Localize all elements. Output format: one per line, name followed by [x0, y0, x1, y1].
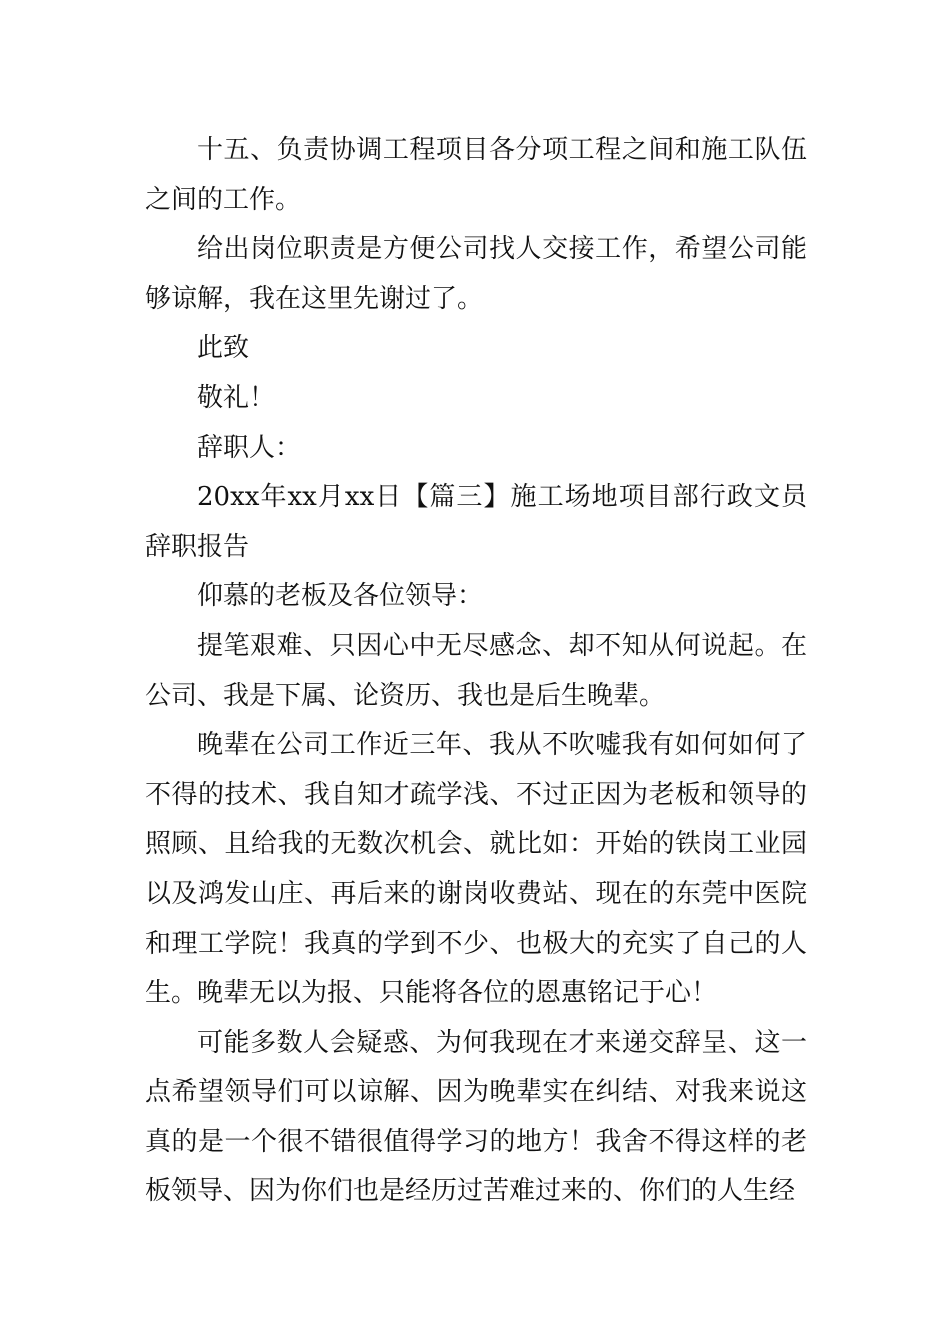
paragraph-opening: 提笔艰难、只因心中无尽感念、却不知从何说起。在公司、我是下属、论资历、我也是后生晚辈。 — [145, 630, 807, 711]
paragraph-signature: 辞职人： — [197, 432, 302, 463]
paragraph-duty-15: 十五、负责协调工程项目各分项工程之间和施工队伍之间的工作。 — [145, 135, 807, 215]
paragraph-date-and-section-title: 20xx年xx月xx日【篇三】施工场地项目部行政文员辞职报告 — [145, 482, 807, 562]
paragraph-closing-jingli: 敬礼！ — [197, 382, 276, 413]
paragraph-handover-note: 给出岗位职责是方便公司找人交接工作，希望公司能够谅解，我在这里先谢过了。 — [145, 234, 807, 314]
paragraph-closing-cizhi: 此致 — [197, 333, 250, 364]
paragraph-salutation: 仰慕的老板及各位领导： — [197, 581, 484, 612]
document-body — [145, 126, 807, 1217]
paragraph-work-history: 晚辈在公司工作近三年、我从不吹嘘我有如何如何了不得的技术、我自知才疏学浅、不过正因为老板和领导的照顾、且给我的无数次机会、就比如：开始的铁岗工业园以及鸿发山庄、再后来的谢岗收费站、现在的东莞中医院和理工学院！我真的学到不少、也极大的充实了自己的人生。晚辈无以为报、只能将各位的恩惠铭记于心！ — [145, 730, 807, 1009]
paragraph-reason: 可能多数人会疑惑、为何我现在才来递交辞呈、这一点希望领导们可以谅解、因为晚辈实在纠结、对我来说这真的是一个很不错很值得学习的地方！我舍不得这样的老板领导、因为你们也是经历过苦难过来的、你们的人生经 — [145, 1027, 807, 1207]
